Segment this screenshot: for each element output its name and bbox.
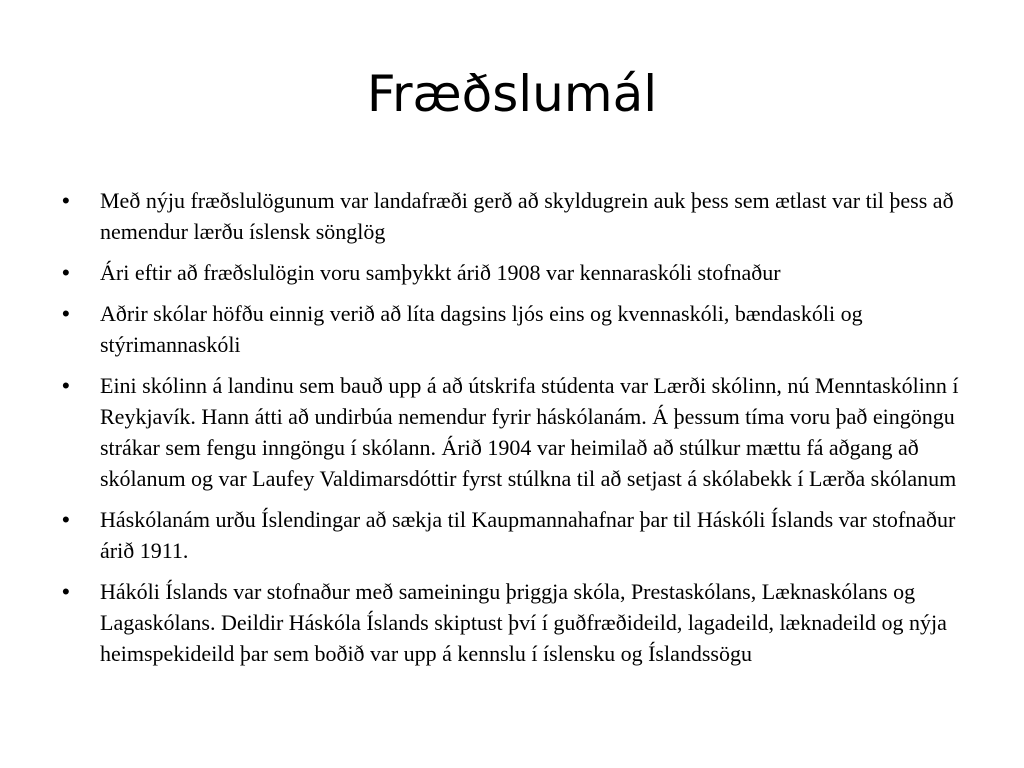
bullet-text: Hákóli Íslands var stofnaður með sameiningu þriggja skóla, Prestaskólans, Læknaskólans og Lagaskólans. Deildir Háskóla Íslands skiptust því í guðfræðideild, lagadeild, læknadeild og nýja heimspekideild þar sem boðið var upp á kennslu í íslensku og Íslandssögu: [100, 579, 947, 666]
bullet-icon: •: [62, 579, 70, 604]
bullet-item: [62, 298, 972, 360]
bullet-text: Aðrir skólar höfðu einnig verið að líta dagsins ljós eins og kvennaskóli, bændaskóli og stýrimannaskóli: [100, 301, 863, 357]
bullet-item: [62, 576, 972, 669]
bullet-icon: •: [62, 507, 70, 532]
bullet-item: [62, 257, 972, 288]
bullet-text: Eini skólinn á landinu sem bauð upp á að útskrifa stúdenta var Lærði skólinn, nú Menntaskólinn í Reykjavík. Hann átti að undirbúa nemendur fyrir háskólanám. Á þessum tíma voru það eingöngu strákar sem fengu inngöngu í skólann. Árið 1904 var heimilað að stúlkur mættu fá aðgang að skólanum og var Laufey Valdimarsdóttir fyrst stúlkna til að setjast á skólabekk í Lærða skólanum: [100, 373, 959, 491]
bullet-text: Með nýju fræðslulögunum var landafræði gerð að skyldugrein auk þess sem ætlast var til þess að nemendur lærðu íslensk sönglög: [100, 188, 954, 244]
bullet-item: [62, 185, 972, 247]
bullet-text: Háskólanám urðu Íslendingar að sækja til Kaupmannahafnar þar til Háskóli Íslands var stofnaður árið 1911.: [100, 507, 956, 563]
bullet-icon: •: [62, 301, 70, 326]
bullet-icon: •: [62, 188, 70, 213]
bullet-item: [62, 504, 972, 566]
bullet-icon: •: [62, 373, 70, 398]
bullet-icon: •: [62, 260, 70, 285]
bullet-text: Ári eftir að fræðslulögin voru samþykkt árið 1908 var kennaraskóli stofnaður: [100, 260, 781, 285]
slide-title: Fræðslumál: [366, 65, 658, 123]
bullet-item: [62, 370, 972, 494]
bullet-list: [62, 185, 972, 679]
